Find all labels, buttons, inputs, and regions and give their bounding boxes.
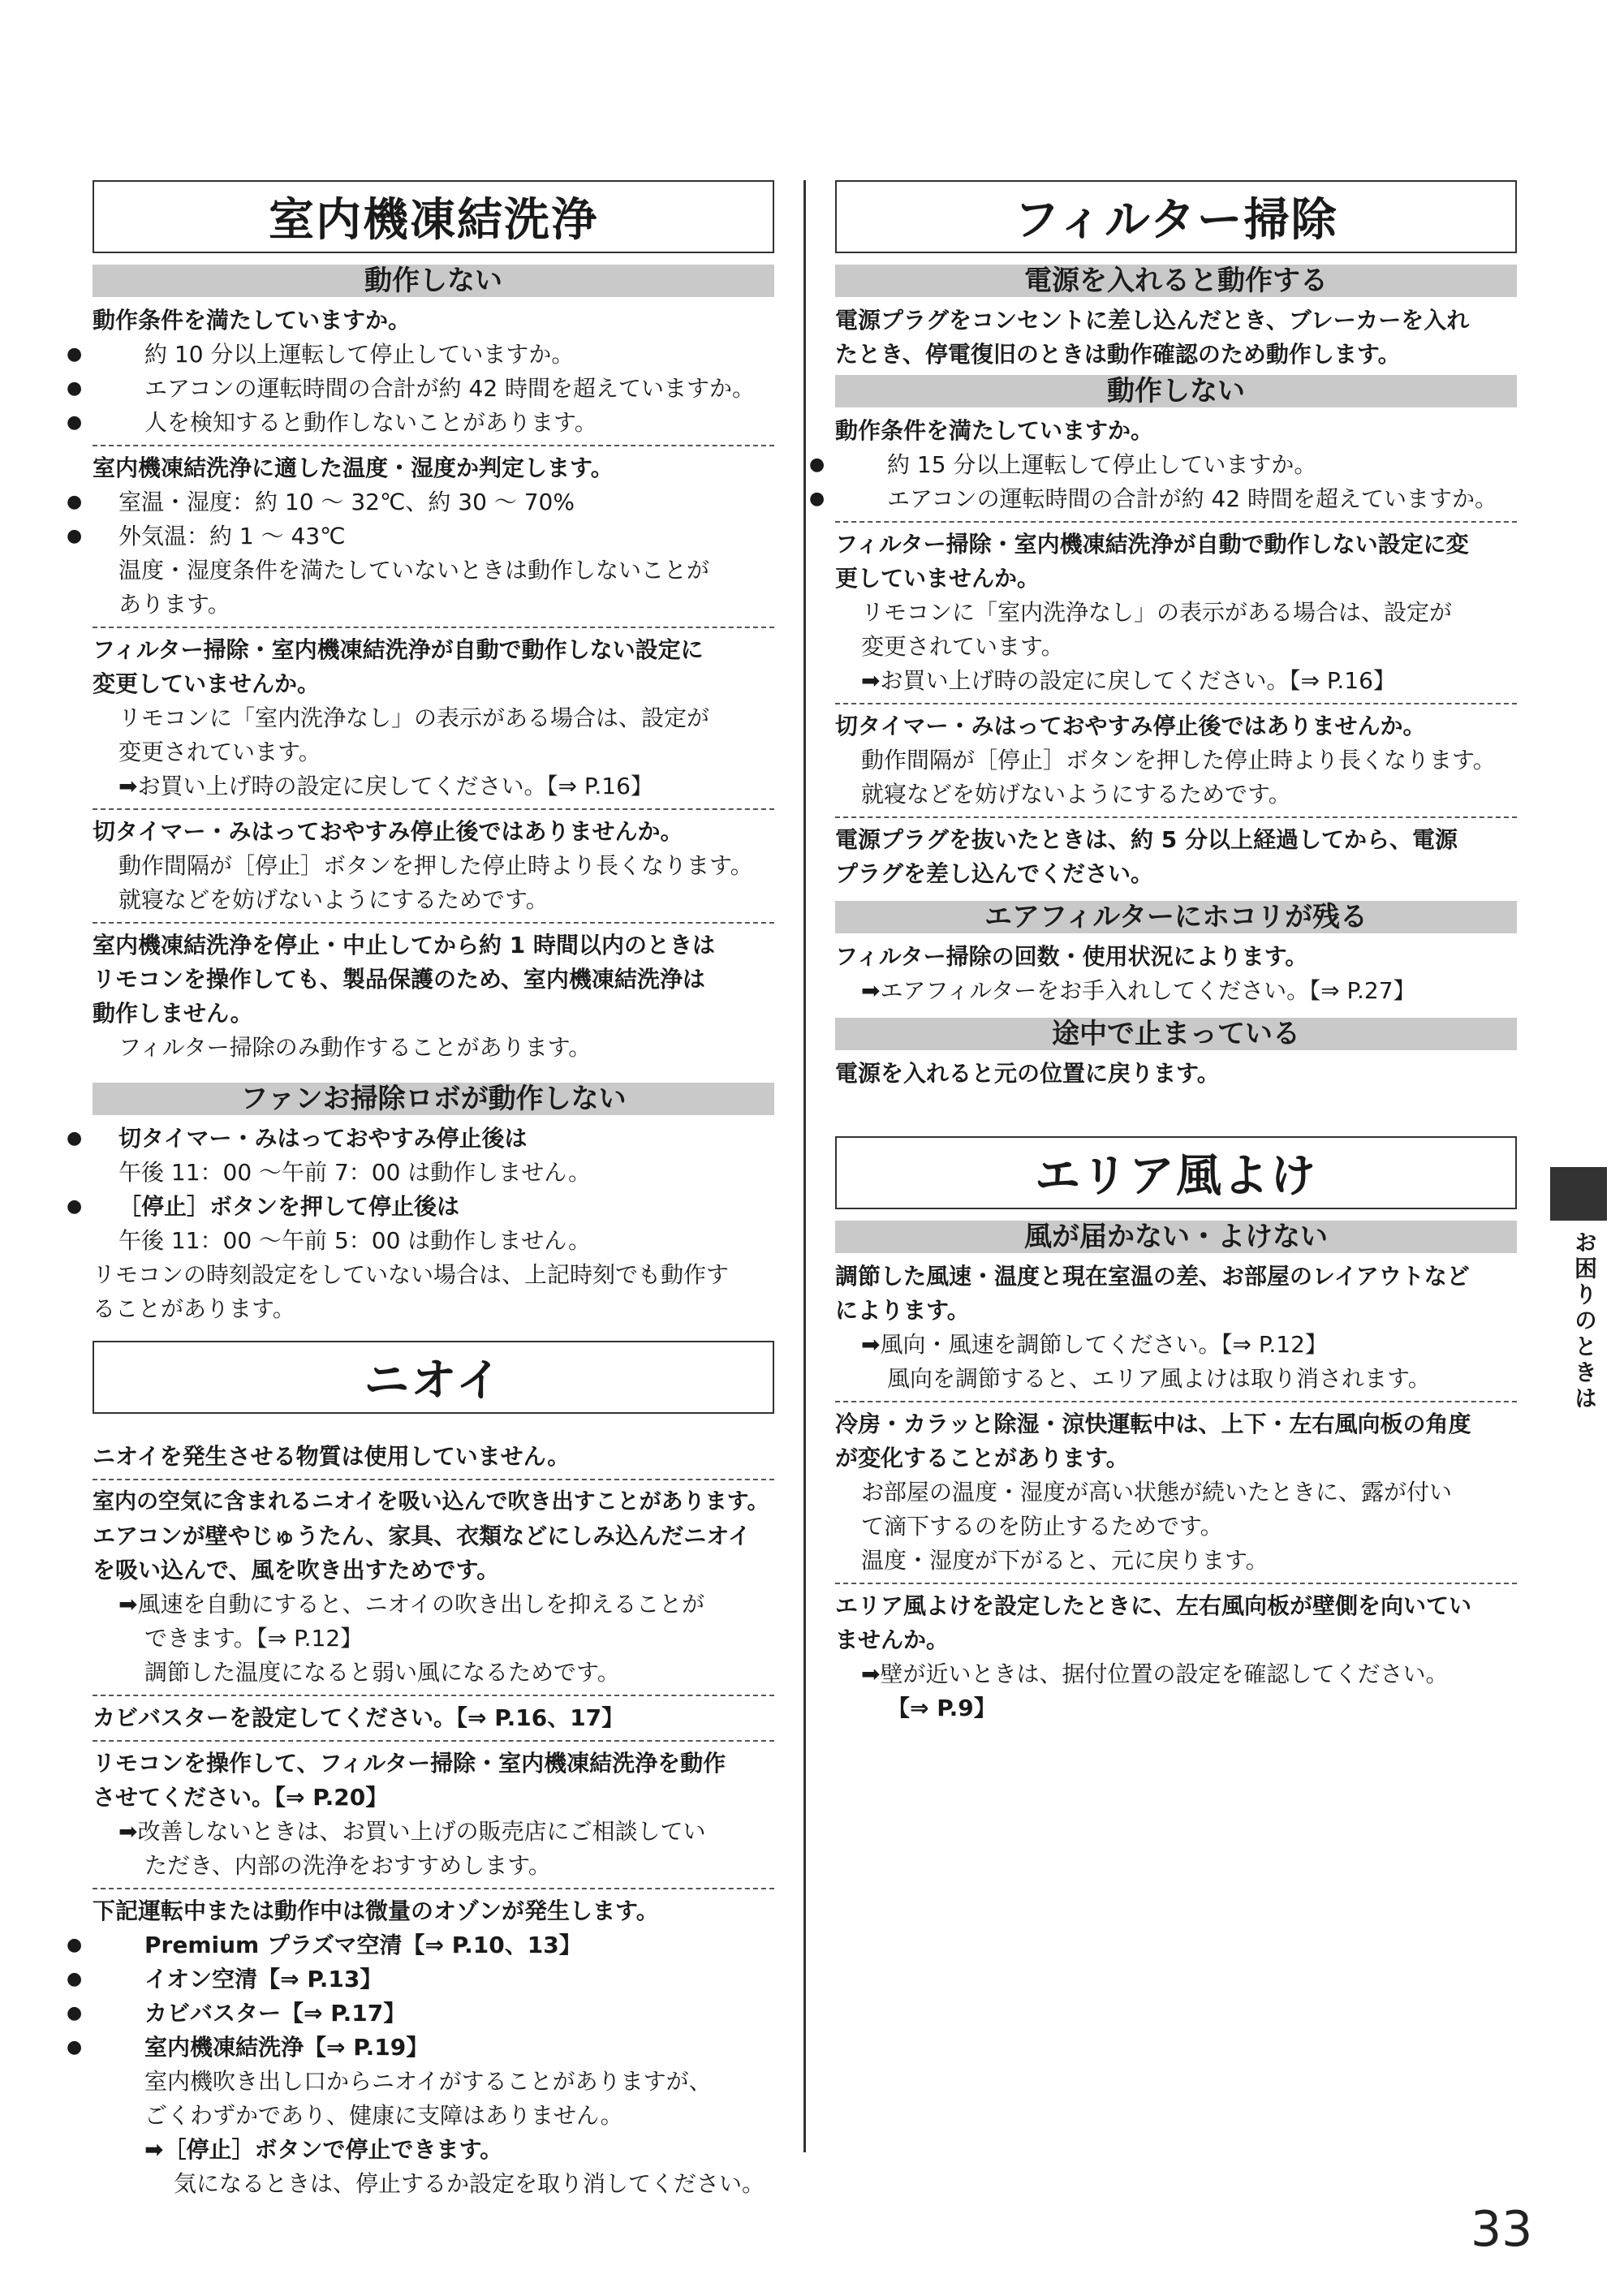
question: させてください。【⇒ P.20】 <box>93 1784 389 1811</box>
body-text: 動作間隔が［停止］ボタンを押した停止時より長くなります。 <box>861 747 1496 773</box>
bullet-item: ● 切タイマー・みはっておやすみ停止後は <box>93 1122 774 1156</box>
dashed-divider <box>93 1740 774 1742</box>
body-text: 動作間隔が［停止］ボタンを押した停止時より長くなります。 <box>118 852 753 879</box>
bullet-item: ● ［停止］ボタンを押して停止後は <box>93 1190 774 1224</box>
question: プラグを差し込んでください。 <box>835 860 1154 887</box>
body-text: 変更されています。 <box>118 739 321 765</box>
subsection-bar: ファンお掃除ロボが動作しない <box>93 1083 774 1115</box>
question: 電源を入れると元の位置に戻ります。 <box>835 1060 1220 1087</box>
body-text: リモコンに「室内洗浄なし」の表示がある場合は、設定が <box>861 599 1453 626</box>
question: 室内の空気に含まれるニオイを吸い込んで吹き出すことがあります。 <box>93 1489 769 1514</box>
question: ませんか。 <box>835 1626 950 1653</box>
dashed-divider <box>835 703 1517 704</box>
question: エアコンが壁やじゅうたん、家具、衣類などにしみ込んだニオイ <box>93 1523 751 1549</box>
dashed-divider <box>93 627 774 628</box>
question: エリア風よけを設定したときに、左右風向板が壁側を向いてい <box>835 1592 1472 1619</box>
body-text: お部屋の温度・湿度が高い状態が続いたときに、露が付い <box>861 1479 1453 1506</box>
page-reference: ➡壁が近いときは、据付位置の設定を確認してください。 <box>861 1661 1449 1687</box>
question: 更していませんか。 <box>835 565 1040 592</box>
subsection-bar: 途中で止まっている <box>835 1018 1517 1050</box>
page-reference: ➡風向・風速を調節してください。【⇒ P.12】 <box>861 1331 1328 1358</box>
dashed-divider <box>835 1583 1517 1584</box>
question: たとき、停電復旧のときは動作確認のため動作します。 <box>835 341 1401 368</box>
body-text: リモコンに「室内洗浄なし」の表示がある場合は、設定が <box>118 704 710 731</box>
dashed-divider <box>93 922 774 924</box>
body-text: 変更されています。 <box>861 633 1064 660</box>
question: 電源プラグを抜いたときは、約 5 分以上経過してから、電源 <box>835 826 1458 853</box>
right-column <box>835 180 1517 1725</box>
body-text: ➡［停止］ボタンで停止できます。 <box>144 2136 503 2163</box>
body-text: 午後 11：00 ～午前 5：00 は動作しません。 <box>118 1227 591 1254</box>
question: を吸い込んで、風を吹き出すためです。 <box>93 1557 500 1583</box>
subsection-bar: 電源を入れると動作する <box>835 265 1517 297</box>
question: 切タイマー・みはっておやすみ停止後ではありませんか。 <box>93 818 683 845</box>
question: 電源プラグをコンセントに差し込んだとき、ブレーカーを入れ <box>835 307 1470 334</box>
section-title-smell: ニオイ <box>93 1341 774 1414</box>
dashed-divider <box>835 816 1517 818</box>
subsection-bar: 動作しない <box>835 375 1517 407</box>
question: 変更していませんか。 <box>93 670 321 697</box>
question: 下記運転中または動作中は微量のオゾンが発生します。 <box>93 1898 659 1924</box>
column-divider <box>803 180 806 2152</box>
bullet-item: ● 約 15 分以上運転して停止していますか。 <box>835 448 1517 482</box>
body-text: 調節した温度になると弱い風になるためです。 <box>144 1659 620 1686</box>
page-reference: ➡風速を自動にすると、ニオイの吹き出しを抑えることが <box>118 1591 705 1618</box>
body-text: ることがあります。 <box>93 1295 295 1322</box>
section-title-filter: フィルター掃除 <box>835 180 1517 253</box>
body-text: 温度・湿度が下がると、元に戻ります。 <box>861 1547 1269 1574</box>
bullet-item: ● 室内機凍結洗浄【⇒ P.19】 <box>93 2031 774 2065</box>
dashed-divider <box>93 445 774 446</box>
page-reference: ➡お買い上げ時の設定に戻してください。【⇒ P.16】 <box>861 667 1396 694</box>
side-tab-marker <box>1550 1167 1607 1221</box>
dashed-divider <box>835 521 1517 523</box>
bullet-item: ● 外気温：約 1 ～ 43℃ <box>93 519 774 554</box>
bullet-item: ● Premium プラズマ空清【⇒ P.10、13】 <box>93 1928 774 1962</box>
question: によります。 <box>835 1297 970 1324</box>
side-tab-label: お困りのときは <box>1571 1230 1598 1412</box>
question: 冷房・カラッと除湿・涼快運転中は、上下・左右風向板の角度 <box>835 1411 1471 1437</box>
body-text: 午後 11：00 ～午前 7：00 は動作しません。 <box>118 1159 591 1186</box>
bullet-item: ● カビバスター【⇒ P.17】 <box>93 1997 774 2031</box>
subsection-bar: 風が届かない・よけない <box>835 1221 1517 1253</box>
question: リモコンを操作しても、製品保護のため、室内機凍結洗浄は <box>93 966 705 993</box>
question: 調節した風速・温度と現在室温の差、お部屋のレイアウトなど <box>835 1263 1470 1290</box>
body-text: 室内機吹き出し口からニオイがすることがありますが、 <box>144 2068 712 2095</box>
bullet-item: ● 人を検知すると動作しないことがあります。 <box>93 406 774 440</box>
section-title-area-wind: エリア風よけ <box>835 1136 1517 1209</box>
bullet-item: ● イオン空清【⇒ P.13】 <box>93 1962 774 1997</box>
page-reference: ➡お買い上げ時の設定に戻してください。【⇒ P.16】 <box>118 773 653 799</box>
question: フィルター掃除の回数・使用状況によります。 <box>835 943 1308 970</box>
question: フィルター掃除・室内機凍結洗浄が自動で動作しない設定に変 <box>835 531 1469 558</box>
body-text: リモコンの時刻設定をしていない場合は、上記時刻でも動作す <box>93 1261 730 1288</box>
question: 室内機凍結洗浄に適した温度・湿度か判定します。 <box>93 454 614 481</box>
bullet-item: ● エアコンの運転時間の合計が約 42 時間を超えていますか。 <box>93 372 774 406</box>
subsection-bar: エアフィルターにホコリが残る <box>835 901 1517 933</box>
body-text: 気になるときは、停止するか設定を取り消してください。 <box>174 2170 765 2197</box>
question: 動作しません。 <box>93 1000 253 1027</box>
dashed-divider <box>93 1888 774 1889</box>
dashed-divider <box>93 1695 774 1696</box>
body-text: て滴下するのを防止するためです。 <box>861 1513 1223 1540</box>
question: フィルター掃除・室内機凍結洗浄が自動で動作しない設定に <box>93 636 704 663</box>
body-text: ごくわずかであり、健康に支障はありません。 <box>144 2102 623 2129</box>
body-text: ➡改善しないときは、お買い上げの販売店にご相談してい <box>118 1818 706 1845</box>
bullet-item: ● 約 10 分以上運転して停止していますか。 <box>93 338 774 372</box>
question: 切タイマー・みはっておやすみ停止後ではありませんか。 <box>835 713 1426 739</box>
body-text: フィルター掃除のみ動作することがあります。 <box>118 1034 592 1061</box>
body-text: あります。 <box>118 591 230 618</box>
question: 動作条件を満たしていますか。 <box>835 417 1154 444</box>
dashed-divider <box>93 808 774 810</box>
bullet-item: ● エアコンの運転時間の合計が約 42 時間を超えていますか。 <box>835 482 1517 516</box>
dashed-divider <box>835 1401 1517 1402</box>
question: リモコンを操作して、フィルター掃除・室内機凍結洗浄を動作 <box>93 1750 726 1777</box>
body-text: 就寝などを妨げないようにするためです。 <box>861 781 1291 808</box>
page-reference: できます。【⇒ P.12】 <box>144 1625 364 1652</box>
question: ニオイを発生させる物質は使用していません。 <box>93 1443 571 1470</box>
body-text: ただき、内部の洗浄をおすすめします。 <box>144 1852 551 1879</box>
section-title-freeze-wash: 室内機凍結洗浄 <box>93 180 774 253</box>
body-text: 就寝などを妨げないようにするためです。 <box>118 886 549 913</box>
body-text: 温度・湿度条件を満たしていないときは動作しないことが <box>118 557 710 584</box>
page-number: 33 <box>1471 2201 1533 2258</box>
left-column <box>93 180 774 2201</box>
dashed-divider <box>93 1479 774 1480</box>
question: 動作条件を満たしていますか。 <box>93 307 411 334</box>
question: カビバスターを設定してください。【⇒ P.16、17】 <box>93 1704 625 1731</box>
page-reference: ➡エアフィルターをお手入れしてください。【⇒ P.27】 <box>861 977 1416 1004</box>
page-reference: 【⇒ P.9】 <box>887 1695 997 1721</box>
body-text: 風向を調節すると、エリア風よけは取り消されます。 <box>887 1365 1431 1392</box>
question: が変化することがあります。 <box>835 1445 1129 1471</box>
subsection-bar: 動作しない <box>93 265 774 297</box>
question: 室内機凍結洗浄を停止・中止してから約 1 時間以内のときは <box>93 932 715 958</box>
bullet-item: ● 室温・湿度：約 10 ～ 32℃、約 30 ～ 70% <box>93 485 774 519</box>
